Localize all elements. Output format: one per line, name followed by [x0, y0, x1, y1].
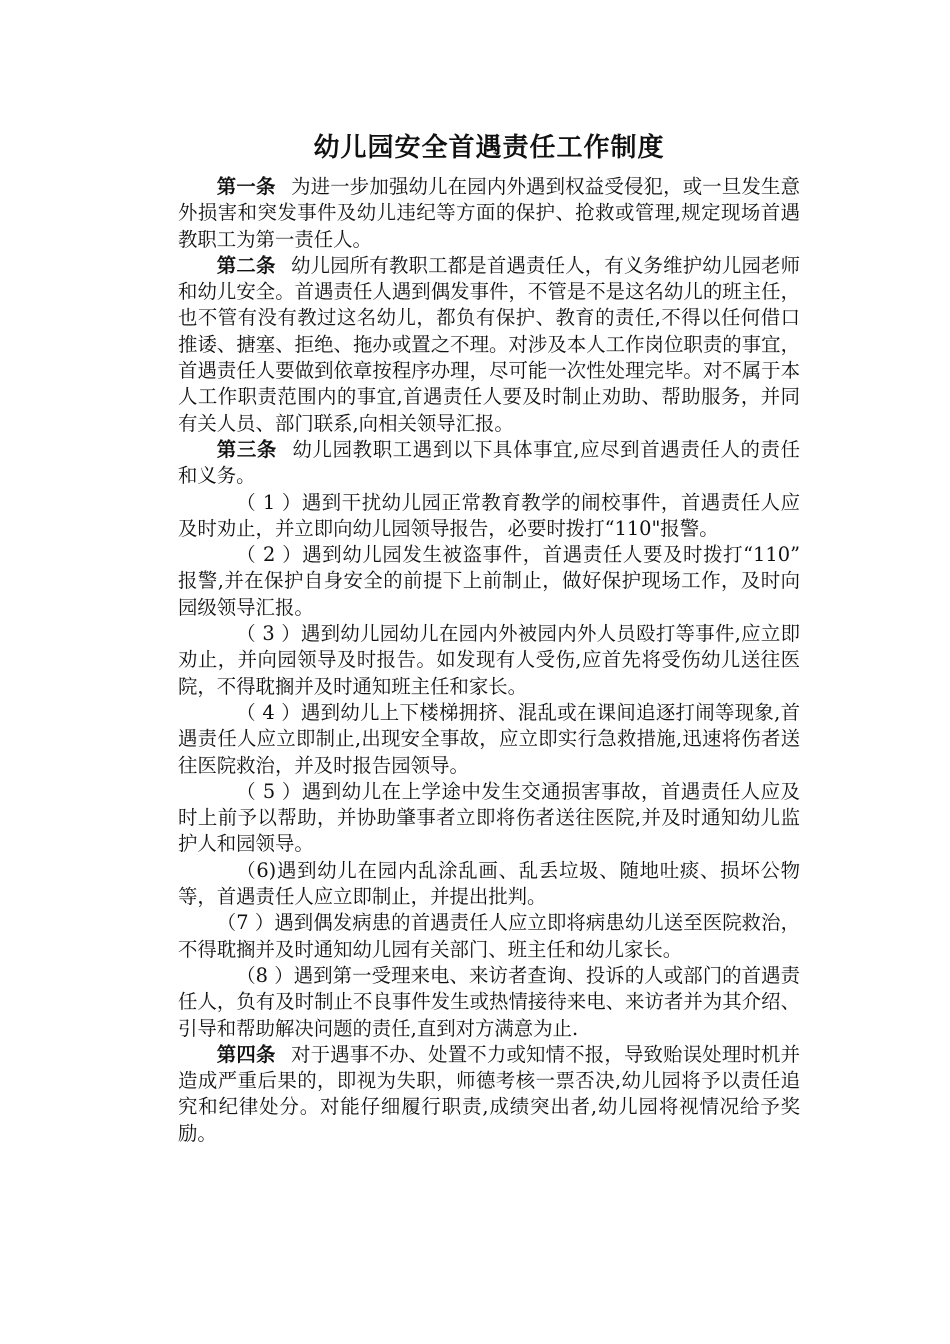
article-1 — [178, 174, 800, 253]
article-3-item-6: （6)遇到幼儿在园内乱涂乱画、乱丢垃圾、随地吐痰、损坏公物等，首遇责任人应立即制止，并提出批判。 — [178, 858, 800, 909]
article-3-item-2: （ 2 ）遇到幼儿园发生被盗事件，首遇责任人要及时拨打“110” 报警,并在保护自身安全的前提下上前制止，做好保护现场工作，及时向园级领导汇报。 — [178, 543, 800, 619]
article-text: 幼儿园教职工遇到以下具体事宜,应尽到首遇责任人的责任和义务。 — [178, 437, 801, 488]
article-3-item-4: （ 4 ）遇到幼儿上下楼梯拥挤、混乱或在课间追逐打闹等现象,首遇责任人应立即制止,出现安全事故，应立即实行急救措施,迅速将伤者送往医院救治，并及时报告园领导。 — [178, 700, 800, 777]
article-label: 第三条 — [216, 437, 277, 461]
article-label: 第四条 — [216, 1042, 276, 1066]
article-label: 第一条 — [216, 175, 276, 198]
article-3 — [178, 437, 800, 490]
article-text: 对于遇事不办、处置不力或知情不报，导致贻误处理时机并造成严重后果的，即视为失职，师德考核一票否决,幼儿园将予以责任追究和纪律处分。对能仔细履行职责,成绩突出者,幼儿园将视情况给予奖励。 — [178, 1042, 801, 1145]
article-text: 幼儿园所有教职工都是首遇责任人，有义务维护幼儿园老师和幼儿安全。首遇责任人遇到偶发事件，不管是不是这名幼儿的班主任，也不管有没有教过这名幼儿，都负有保护、教育的责任,不得以任何借口推诿、搪塞、拒绝、拖办或置之不理。对涉及本人工作岗位职责的事宜，首遇责任人要做到依章按程序办理，尽可能一次性处理完毕。对不属于本人工作职责范围内的事宜,首遇责任人要及时制止劝助、帮助服务，并同有关人员、部门联系,向相关领导汇报。 — [178, 253, 801, 435]
article-label: 第二条 — [216, 253, 276, 277]
article-3-item-3: （ 3 ）遇到幼儿园幼儿在园内外被园内外人员殴打等事件,应立即劝止，并向园领导及时报告。如发现有人受伤,应首先将受伤幼儿送往医院，不得耽搁并及时通知班主任和家长。 — [178, 622, 800, 698]
article-4 — [178, 1042, 800, 1147]
article-2 — [178, 253, 800, 437]
article-3-item-5: （ 5 ）遇到幼儿在上学途中发生交通损害事故，首遇责任人应及时上前予以帮助，并协助肇事者立即将伤者送往医院,并及时通知幼儿监护人和园领导。 — [178, 779, 800, 856]
article-3-item-1: （ 1 ）遇到干扰幼儿园正常教育教学的闹校事件，首遇责任人应及时劝止，并立即向幼儿园领导报告，必要时拨打“110"报警。 — [178, 490, 800, 540]
article-text: 为进一步加强幼儿在园内外遇到权益受侵犯，或一旦发生意外损害和突发事件及幼儿违纪等方面的保护、抢救或管理,规定现场首遇教职工为第一责任人。 — [178, 175, 801, 251]
article-3-item-8: （8 ）遇到第一受理来电、来访者查询、投诉的人或部门的首遇责任人，负有及时制止不良事件发生或热情接待来电、来访者并为其介绍、引导和帮助解决问题的责任,直到对方满意为止. — [178, 963, 800, 1040]
article-3-item-7: （7 ）遇到偶发病患的首遇责任人应立即将病患幼儿送至医院救治，不得耽搁并及时通知幼儿园有关部门、班主任和幼儿家长。 — [178, 911, 800, 961]
document-page — [178, 128, 800, 1147]
document-title: 幼儿园安全首遇责任工作制度 — [313, 133, 665, 163]
